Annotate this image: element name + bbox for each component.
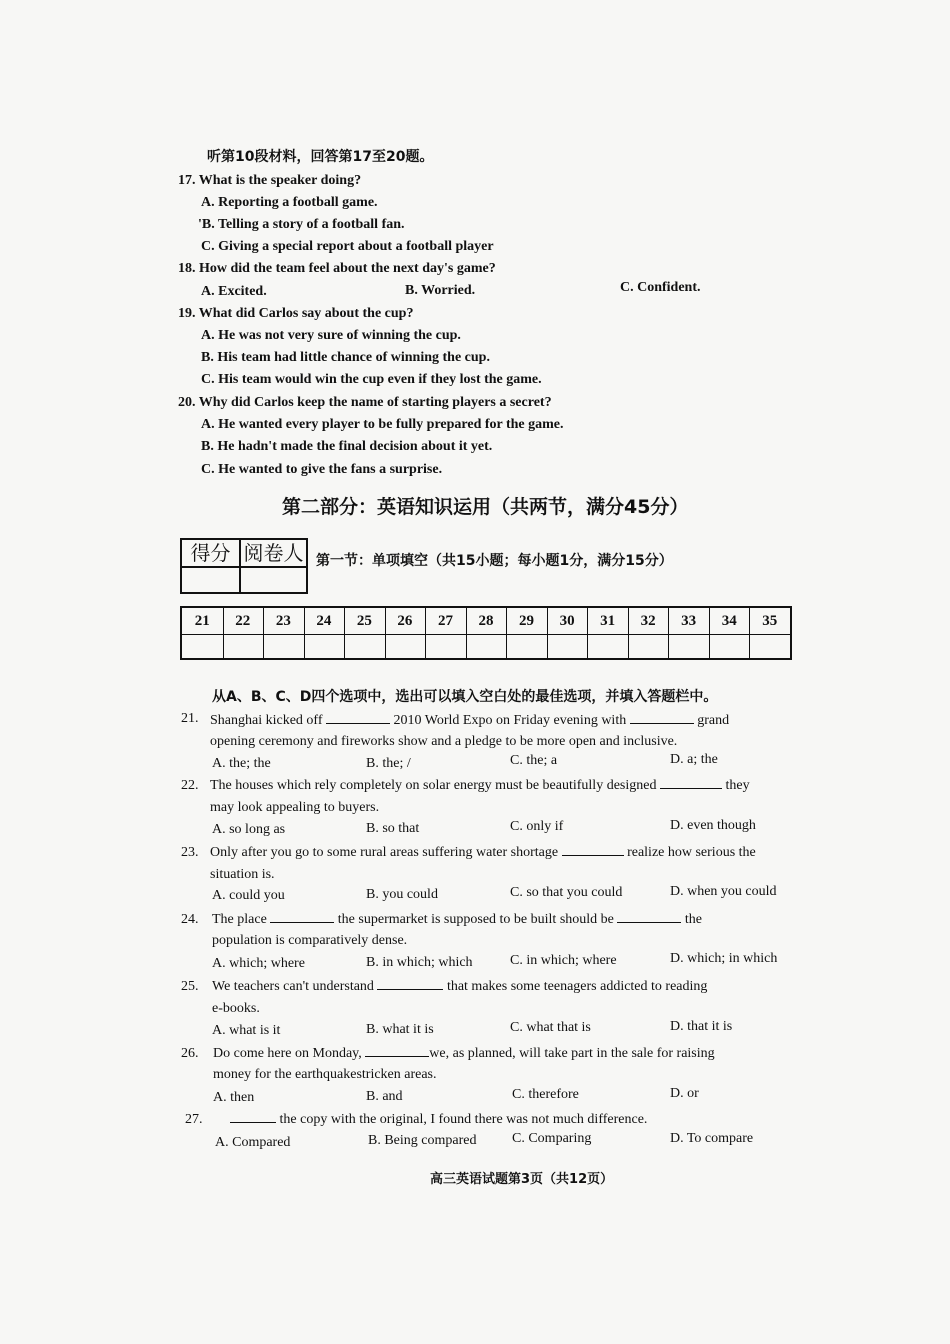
q20-stem: 20. Why did Carlos keep the name of starting players a secret? xyxy=(178,395,552,410)
answer-number-cell: 34 xyxy=(721,613,737,629)
answer-blank-cell[interactable] xyxy=(182,635,223,658)
answer-number-cell: 35 xyxy=(762,613,778,629)
answer-blank-cell[interactable] xyxy=(466,635,507,658)
answer-number-cell: 24 xyxy=(316,613,332,629)
answer-blank-cell[interactable] xyxy=(587,635,628,658)
q26-option-a: A. then xyxy=(213,1090,255,1105)
q24-option-a: A. which; where xyxy=(212,956,305,971)
q26-option-b: B. and xyxy=(366,1089,403,1104)
q25-option-a: A. what is it xyxy=(212,1023,281,1038)
q22-option-d: D. even though xyxy=(670,818,756,833)
q23-option-a: A. could you xyxy=(212,888,285,903)
q23-option-c: C. so that you could xyxy=(510,885,623,900)
q26-option-d: D. or xyxy=(670,1086,699,1101)
q26-line1: Do come here on Monday, we, as planned, will take part in the sale for raising xyxy=(213,1046,715,1061)
section1-title: 第一节：单项填空（共15小题；每小题1分，满分15分） xyxy=(316,553,673,569)
answer-blank-cell[interactable] xyxy=(223,635,264,658)
answer-blank-cell[interactable] xyxy=(749,635,790,658)
q22-option-c: C. only if xyxy=(510,819,564,834)
q21-option-c: C. the; a xyxy=(510,753,558,768)
q18-stem: 18. How did the team feel about the next day's game? xyxy=(178,261,496,276)
answer-number-cell: 32 xyxy=(640,613,656,629)
q23-line1: Only after you go to some rural areas suffering water shortage realize how serious the xyxy=(210,845,756,860)
q25-option-c: C. what that is xyxy=(510,1020,591,1035)
q24-option-d: D. which; in which xyxy=(670,951,778,966)
answer-blank-cell[interactable] xyxy=(547,635,588,658)
answer-blank-cell[interactable] xyxy=(709,635,750,658)
q26-line2: money for the earthquakestricken areas. xyxy=(213,1067,437,1082)
q26-option-c: C. therefore xyxy=(512,1087,579,1102)
q27-option-d: D. To compare xyxy=(670,1131,754,1146)
answer-number-cell: 27 xyxy=(437,613,453,629)
q24-number: 24. xyxy=(181,912,199,927)
answer-blank-cell[interactable] xyxy=(385,635,426,658)
answer-blank-cell[interactable] xyxy=(425,635,466,658)
q21-number: 21. xyxy=(181,711,199,726)
q20-option-b: B. He hadn't made the final decision about it yet. xyxy=(201,439,493,454)
q27-line1: the copy with the original, I found there was not much difference. xyxy=(230,1110,647,1128)
q22-option-a: A. so long as xyxy=(212,822,286,837)
answer-number-cell: 28 xyxy=(478,613,494,629)
answer-blank-cell[interactable] xyxy=(263,635,304,658)
q18-option-b: B. Worried. xyxy=(405,283,476,298)
q19-stem: 19. What did Carlos say about the cup? xyxy=(178,306,414,321)
q27-option-a: A. Compared xyxy=(215,1135,291,1150)
q23-option-b: B. you could xyxy=(366,887,438,902)
q18-option-a: A. Excited. xyxy=(201,284,267,299)
answer-blank-cell[interactable] xyxy=(304,635,345,658)
q19-option-c: C. His team would win the cup even if they lost the game. xyxy=(201,372,542,387)
q17-option-a: A. Reporting a football game. xyxy=(201,195,378,210)
q22-line2: may look appealing to buyers. xyxy=(210,800,380,815)
answer-number-cell: 30 xyxy=(559,613,575,629)
q21-option-a: A. the; the xyxy=(212,756,271,771)
q25-option-d: D. that it is xyxy=(670,1019,733,1034)
q22-line1: The houses which rely completely on solar energy must be beautifully designed they xyxy=(210,778,750,793)
q23-line2: situation is. xyxy=(210,867,275,882)
answer-number-cell: 23 xyxy=(275,613,291,629)
q21-line2: opening ceremony and fireworks show and a pledge to be more open and inclusive. xyxy=(210,734,678,749)
q19-option-a: A. He was not very sure of winning the cup. xyxy=(201,328,461,343)
q27-option-c: C. Comparing xyxy=(512,1131,592,1146)
answer-number-cell: 25 xyxy=(356,613,372,629)
q22-number: 22. xyxy=(181,778,199,793)
q24-option-b: B. in which; which xyxy=(366,955,473,970)
q20-option-c: C. He wanted to give the fans a surprise. xyxy=(201,462,443,477)
answer-blank-cell[interactable] xyxy=(506,635,547,658)
q17-option-b: 'B. Telling a story of a football fan. xyxy=(198,217,405,232)
q25-number: 25. xyxy=(181,979,199,994)
q21-option-b: B. the; / xyxy=(366,756,411,771)
q26-number: 26. xyxy=(181,1046,199,1061)
q22-option-b: B. so that xyxy=(366,821,420,836)
q24-line2: population is comparatively dense. xyxy=(212,933,408,948)
q23-number: 23. xyxy=(181,845,199,860)
listening-instruction: 听第10段材料，回答第17至20题。 xyxy=(207,149,434,165)
q24-option-c: C. in which; where xyxy=(510,953,617,968)
part2-title: 第二部分：英语知识运用（共两节，满分45分） xyxy=(282,496,689,518)
q20-option-a: A. He wanted every player to be fully prepared for the game. xyxy=(201,417,564,432)
page-footer: 高三英语试题第3页（共12页） xyxy=(430,1172,614,1187)
q21-line1: Shanghai kicked off 2010 World Expo on Friday evening with grand xyxy=(210,713,730,728)
answer-blank-cell[interactable] xyxy=(668,635,709,658)
q24-line1: The place the supermarket is supposed to be built should be the xyxy=(212,912,702,927)
q23-option-d: D. when you could xyxy=(670,884,777,899)
q17-option-c: C. Giving a special report about a football player xyxy=(201,239,494,254)
answer-number-cell: 29 xyxy=(519,613,535,629)
grade-box xyxy=(180,538,308,594)
score-label: 得分 xyxy=(182,540,239,568)
answer-number-cell: 26 xyxy=(397,613,413,629)
part2-instruction: 从A、B、C、D四个选项中，选出可以填入空白处的最佳选项，并填入答题栏中。 xyxy=(212,689,718,705)
q17-stem: 17. What is the speaker doing? xyxy=(178,173,362,188)
q25-line2: e-books. xyxy=(212,1001,260,1016)
q27-number: 27. xyxy=(185,1112,203,1127)
q25-line1: We teachers can't understand that makes some teenagers addicted to reading xyxy=(212,979,708,994)
answer-number-cell: 21 xyxy=(194,613,210,629)
q25-option-b: B. what it is xyxy=(366,1022,434,1037)
q19-option-b: B. His team had little chance of winning the cup. xyxy=(201,350,490,365)
answer-blank-cell[interactable] xyxy=(344,635,385,658)
answer-number-cell: 22 xyxy=(235,613,251,629)
answer-number-cell: 31 xyxy=(600,613,616,629)
q21-option-d: D. a; the xyxy=(670,752,718,767)
q27-option-b: B. Being compared xyxy=(368,1133,477,1148)
answer-grid xyxy=(180,606,792,660)
answer-blank-cell[interactable] xyxy=(628,635,669,658)
grader-label: 阅卷人 xyxy=(241,540,306,568)
answer-number-cell: 33 xyxy=(681,613,697,629)
q18-option-c: C. Confident. xyxy=(620,280,701,295)
